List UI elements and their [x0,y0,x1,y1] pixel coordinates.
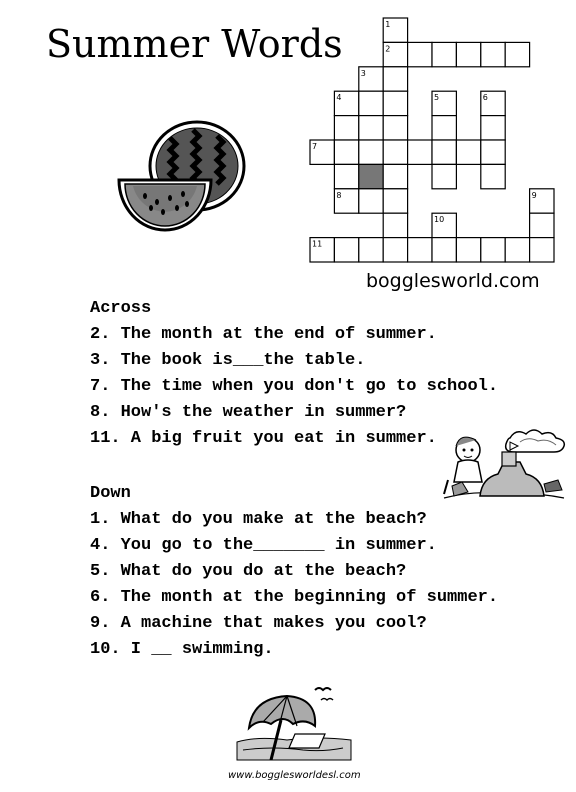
across-clues [90,296,498,452]
grid-cell[interactable] [383,67,407,91]
grid-clue-number: 9 [531,190,537,200]
grid-cell[interactable] [505,42,529,66]
grid-clue-number: 1 [385,20,391,29]
grid-clue-number: 7 [312,142,318,151]
grid-cell[interactable] [383,238,407,262]
grid-cell[interactable] [334,238,358,262]
grid-clue-number: 11 [312,239,323,249]
grid-cell[interactable] [505,238,529,262]
grid-cell[interactable] [456,140,480,164]
grid-cell[interactable] [334,164,358,188]
grid-cell[interactable] [481,116,505,140]
crossword-grid [0,0,576,270]
across-clue: 2. The month at the end of summer. [90,325,437,344]
grid-clue-number: 5 [434,93,440,103]
down-clues [90,481,498,663]
footer-url: www.bogglesworldesl.com [228,770,361,781]
grid-cell-shaded[interactable] [359,164,383,188]
grid-cell[interactable] [383,164,407,188]
across-clue: 11. A big fruit you eat in summer. [90,429,437,448]
down-clue: 6. The month at the beginning of summer. [90,588,499,607]
grid-cell[interactable] [408,238,432,262]
grid-cell[interactable] [432,164,456,188]
down-heading: Down [90,484,131,503]
grid-cell[interactable] [383,91,407,115]
grid-cell[interactable] [456,42,480,66]
grid-clue-number: 10 [434,215,445,225]
grid-cell[interactable] [481,164,505,188]
grid-cell[interactable] [359,140,383,164]
down-clue: 5. What do you do at the beach? [90,562,407,581]
across-clue: 3. The book is___the table. [90,351,366,370]
grid-cell[interactable] [408,140,432,164]
grid-cell[interactable] [383,116,407,140]
grid-cell[interactable] [359,116,383,140]
grid-cell[interactable] [432,140,456,164]
grid-clue-number: 2 [385,44,391,54]
grid-cell[interactable] [408,42,432,66]
page-title: Summer Words [46,22,343,66]
down-clue: 1. What do you make at the beach? [90,510,427,529]
grid-cell[interactable] [383,189,407,213]
across-clue: 8. How's the weather in summer? [90,403,407,422]
grid-cell[interactable] [432,42,456,66]
grid-cell[interactable] [481,42,505,66]
grid-cell[interactable] [481,140,505,164]
down-clue: 4. You go to the_______ in summer. [90,536,437,555]
grid-cell[interactable] [359,238,383,262]
grid-cell[interactable] [530,238,554,262]
grid-cell[interactable] [383,213,407,237]
grid-cell[interactable] [432,238,456,262]
grid-cell[interactable] [359,91,383,115]
down-clue: 10. I __ swimming. [90,640,274,659]
grid-cell[interactable] [359,189,383,213]
beach-umbrella-illustration [235,680,355,765]
grid-cell[interactable] [383,140,407,164]
across-clue: 7. The time when you don't go to school. [90,377,499,396]
site-credit: bogglesworld.com [366,270,540,292]
grid-cell[interactable] [481,238,505,262]
grid-cell[interactable] [456,238,480,262]
grid-cell[interactable] [530,213,554,237]
grid-clue-number: 3 [360,68,366,78]
across-heading: Across [90,299,152,318]
grid-clue-number: 6 [482,93,488,103]
down-clue: 9. A machine that makes you cool? [90,614,427,633]
grid-cell[interactable] [432,116,456,140]
grid-cell[interactable] [334,140,358,164]
grid-cell[interactable] [334,116,358,140]
grid-clue-number: 4 [336,93,342,103]
grid-clue-number: 8 [336,190,342,200]
